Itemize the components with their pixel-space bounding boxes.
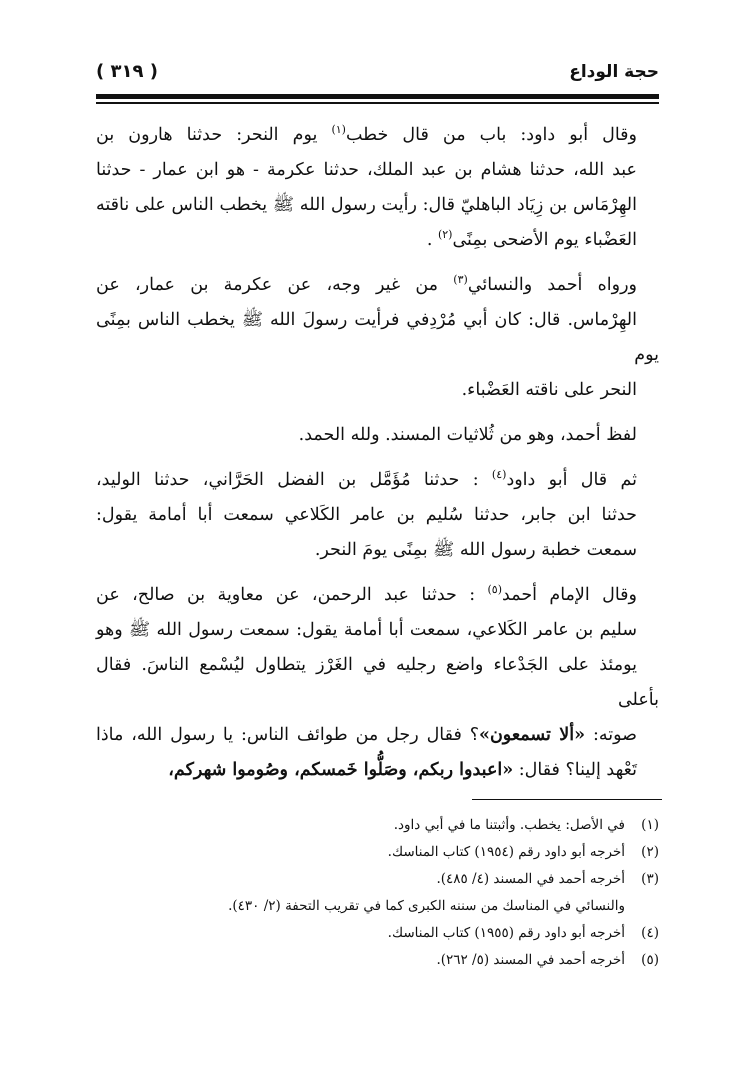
footnote-number: (٣) (641, 871, 659, 887)
text-line (96, 498, 659, 533)
header-rule-thick (96, 94, 659, 99)
footnote-text: أخرجه أبو داود رقم (١٩٥٥) كتاب المناسك. (387, 925, 625, 941)
footnote (96, 947, 659, 974)
footnote (96, 893, 659, 920)
text-line (96, 533, 659, 568)
footnote-text: والنسائي في المناسك من سننه الكبرى كما في تقريب التحفة (٢/ ٤٣٠). (228, 898, 625, 914)
footnote-ref: (٥) (487, 583, 503, 597)
text-run: وقال الإمام أحمد (502, 585, 638, 605)
text-line (96, 578, 659, 613)
text-run: لفظ أحمد، وهو من ثُلاثيات المسند. ولله الحمد. (298, 425, 637, 445)
text-line (96, 648, 659, 718)
footnote-ref: (٣) (453, 273, 468, 287)
footnote-ref: (٢) (437, 228, 453, 242)
text-run: وقال أبو داود: باب من قال خطب (345, 125, 637, 145)
text-line (96, 418, 659, 453)
text-line (96, 223, 659, 258)
text-line (96, 463, 659, 498)
text-line (96, 753, 659, 788)
running-header (96, 62, 659, 90)
paragraph (96, 268, 659, 408)
text-run: صوته: (585, 725, 637, 745)
text-line (96, 118, 659, 153)
footnote (96, 839, 659, 866)
footnotes (96, 812, 659, 974)
footnote-number: (٤) (641, 925, 659, 941)
footnote-text: في الأصل: يخطب. وأثبتنا ما في أبي داود. (393, 817, 625, 833)
text-line (96, 303, 659, 373)
text-line (96, 613, 659, 648)
footnote (96, 812, 659, 839)
footnote-ref: (١) (331, 123, 346, 137)
footnote-number: (١) (641, 817, 659, 833)
text-run: : حدثنا مُؤَمَّل بن الفضل الحَرَّاني، حدثنا الوليد، (96, 470, 492, 490)
paragraph (96, 118, 659, 258)
text-run: ورواه أحمد والنسائي (467, 275, 637, 295)
footnote-text: أخرجه أحمد في المسند (٤/ ٤٨٥). (436, 871, 625, 887)
text-run: عبد الله، حدثنا هشام بن عبد الملك، حدثنا عكرمة - هو ابن عمار - حدثنا (96, 160, 637, 180)
text-run: من غير وجه، عن عكرمة بن عمار، عن (96, 275, 454, 295)
hadith-quote: «ألا تسمعون» (479, 725, 586, 745)
hadith-quote: «اعبدوا ربكم، وصَلُّوا خَمسكم، وصُوموا شهركم، (168, 760, 514, 780)
paragraph (96, 418, 659, 453)
text-run: حدثنا ابن جابر، حدثنا سُليم بن عامر الكَلاعي سمعت أبا أمامة يقول: (96, 505, 637, 525)
footnote-number: (٢) (641, 844, 659, 860)
text-line (96, 153, 659, 188)
text-run: سمعت خطبة رسول الله ﷺ بمِنًى يومَ النحر. (314, 540, 637, 560)
text-run: ؟ فقال رجل من طوائف الناس: يا رسول الله، ماذا (96, 725, 479, 745)
text-run: العَضْباء يوم الأضحى بمِنًى (452, 230, 637, 250)
text-run: ثم قال أبو داود (506, 470, 637, 490)
text-run: يوم النحر: حدثنا هارون بن (96, 125, 332, 145)
paragraph (96, 463, 659, 568)
footnote-number: (٥) (641, 952, 659, 968)
chapter-title: حجة الوداع (569, 62, 659, 82)
text-run: الهِرْماس. قال: كان أبي مُرْدِفي فرأيت رسولَ الله ﷺ يخطب الناس بمِنًى يوم (96, 310, 659, 365)
text-run: . (426, 230, 438, 250)
footnote (96, 920, 659, 947)
footnote-ref: (٤) (491, 468, 507, 482)
footnote (96, 866, 659, 893)
page-number: ( ٣١٩ ) (96, 61, 158, 82)
text-run: تَعْهد إلينا؟ فقال: (513, 760, 637, 780)
text-run: الهِرْمَاس بن زِيَاد الباهليّ قال: رأيت رسول الله ﷺ يخطب الناس على ناقته (96, 195, 637, 215)
text-line (96, 718, 659, 753)
footnote-separator (472, 799, 662, 800)
footnote-text: أخرجه أبو داود رقم (١٩٥٤) كتاب المناسك. (387, 844, 625, 860)
text-run: سليم بن عامر الكَلاعي، سمعت أبا أمامة يقول: سمعت رسول الله ﷺ وهو (96, 620, 637, 640)
paragraph (96, 578, 659, 788)
text-run: النحر على ناقته العَضْباء. (461, 380, 637, 400)
text-line (96, 188, 659, 223)
text-run: يومئذ على الجَدْعاء واضع رجليه في الغَرْز يتطاول ليُسْمع الناسَ. فقال بأعلى (96, 655, 659, 710)
main-text (96, 118, 659, 798)
text-line (96, 268, 659, 303)
text-run: : حدثنا عبد الرحمن، عن معاوية بن صالح، عن (96, 585, 488, 605)
header-rule-thin (96, 102, 659, 104)
text-line (96, 373, 659, 408)
footnote-text: أخرجه أحمد في المسند (٥/ ٢٦٢). (436, 952, 625, 968)
